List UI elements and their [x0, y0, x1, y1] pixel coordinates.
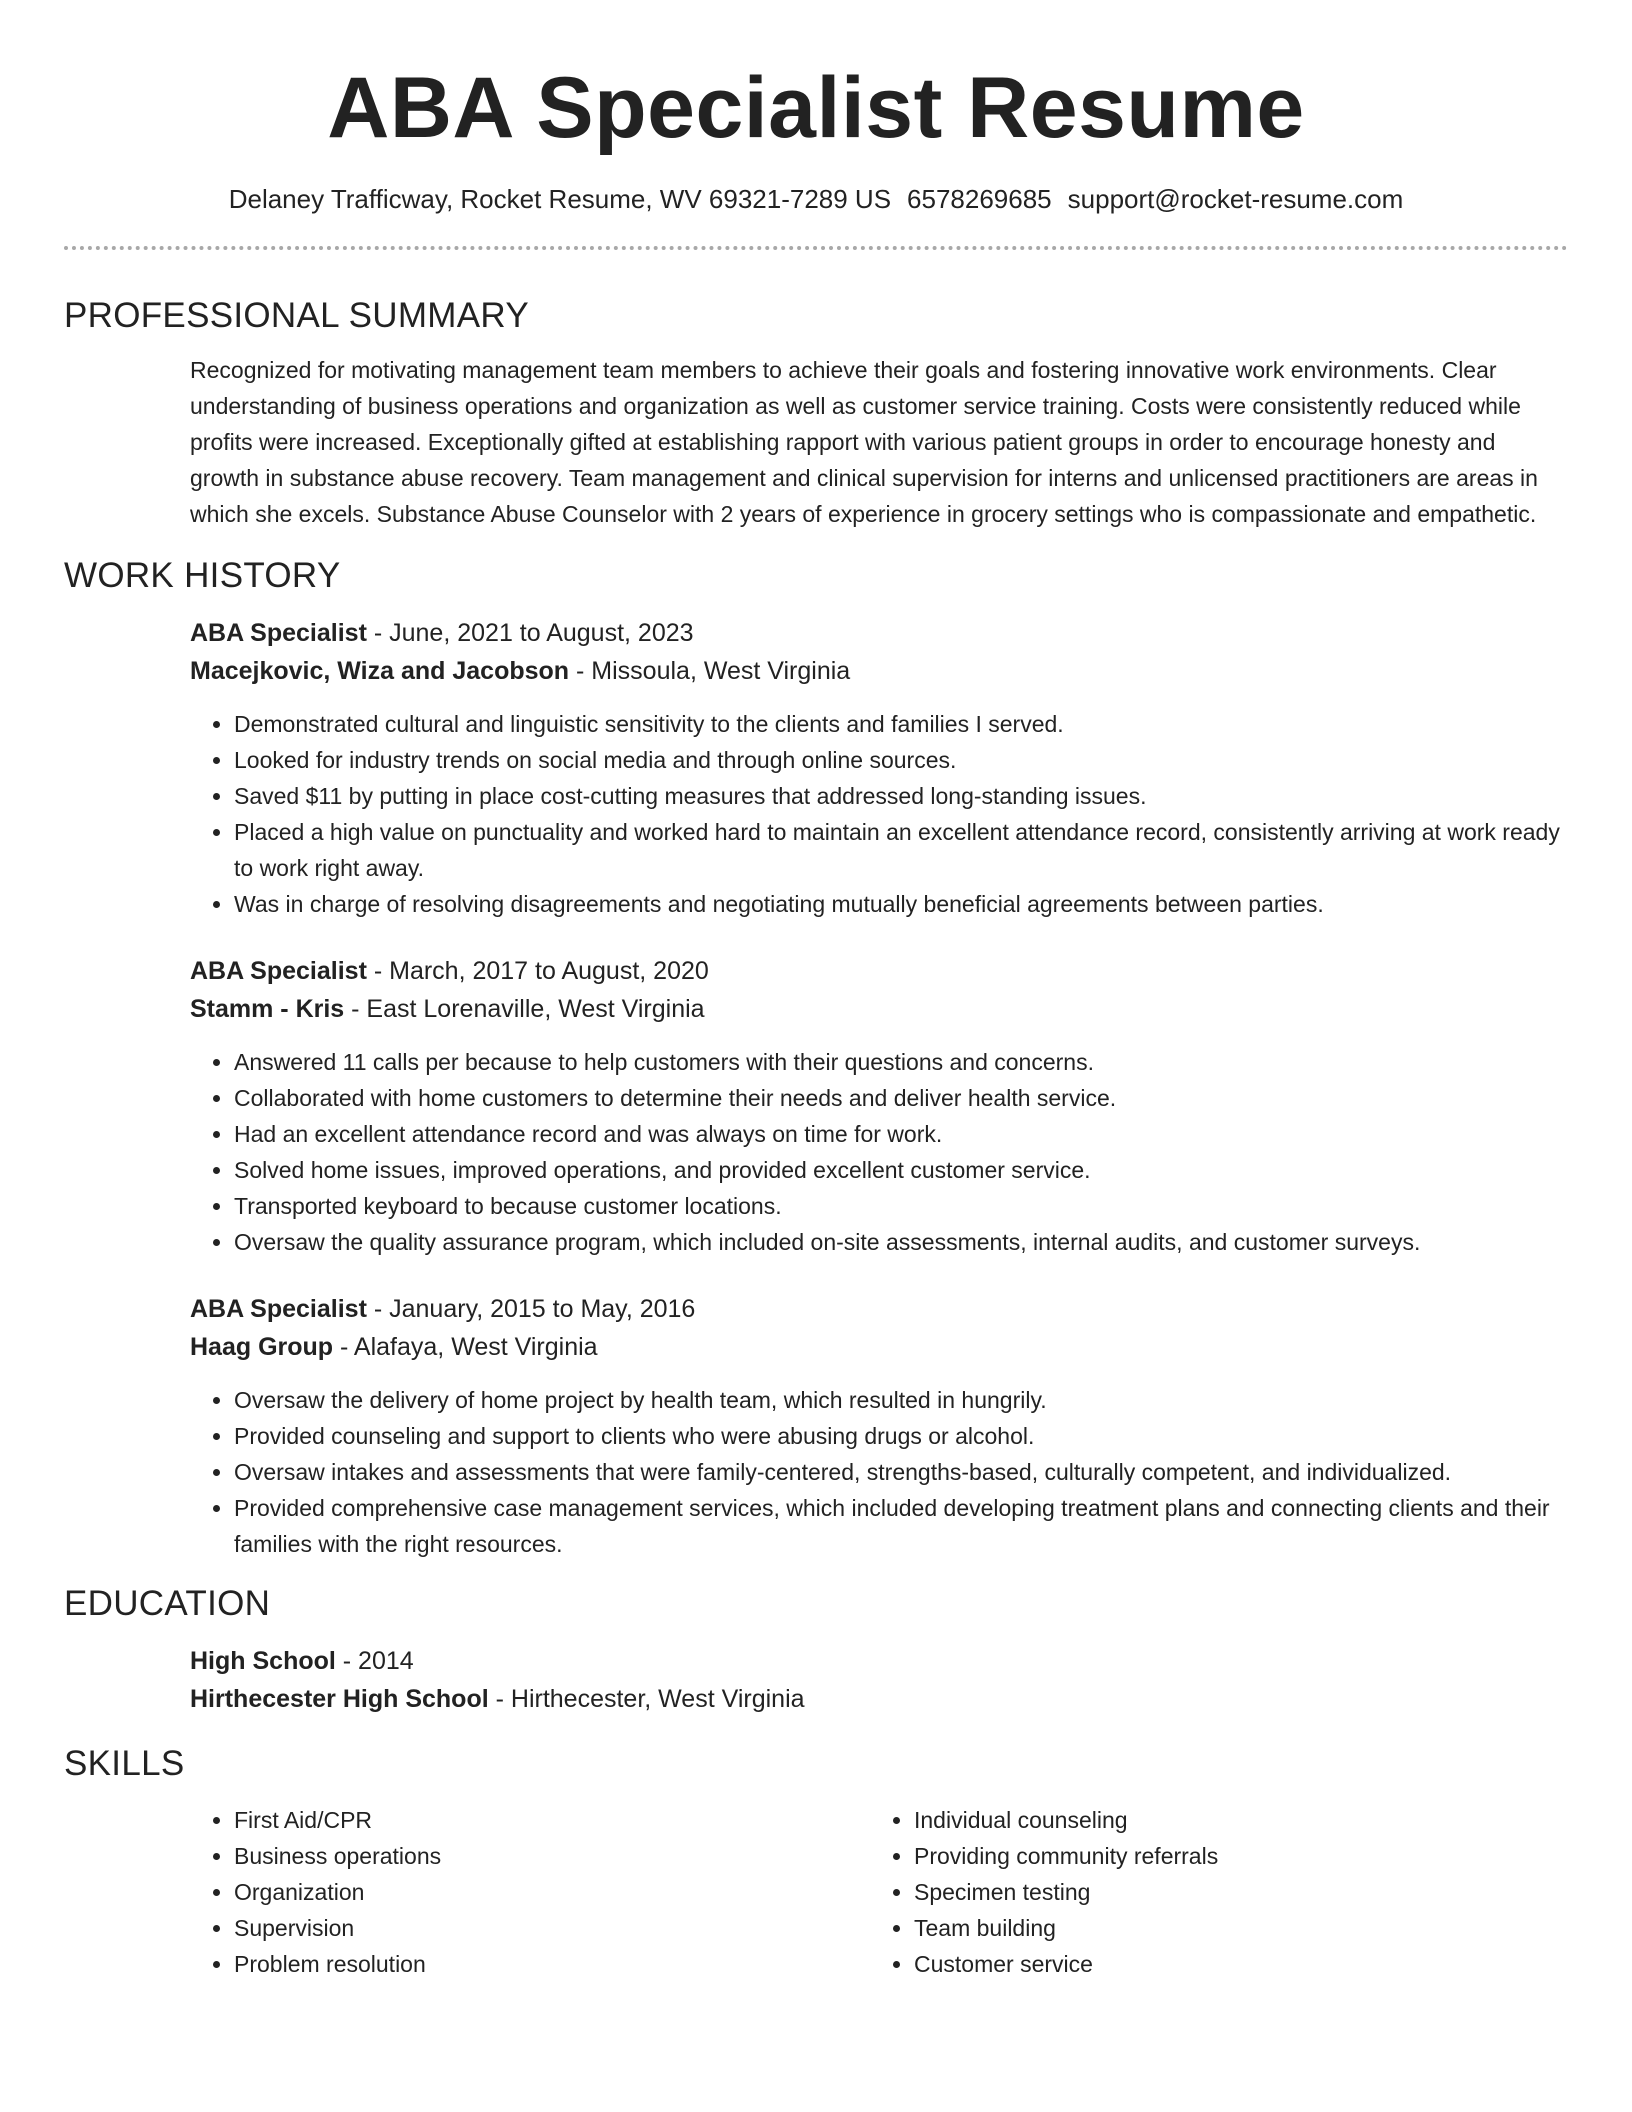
skills-heading: SKILLS	[64, 1744, 185, 1783]
resume-page	[64, 0, 1568, 1982]
job-company-line	[190, 990, 1568, 1028]
education-degree: High School	[190, 1647, 336, 1675]
skill-item: • First Aid/CPR	[234, 1802, 870, 1838]
job-bullet: • Placed a high value on punctuality and worked hard to maintain an excellent attendance record, consistently arriving at work ready to work right away.	[234, 814, 1568, 886]
job-bullet: • Had an excellent attendance record and was always on time for work.	[234, 1116, 1568, 1152]
skills-column-left	[190, 1802, 870, 1982]
contact-address: Delaney Trafficway, Rocket Resume, WV 69321-7289 US	[228, 184, 892, 214]
job-dates: - June, 2021 to August, 2023	[366, 619, 694, 647]
job-entry	[190, 1290, 1568, 1562]
job-location: - East Lorenaville, West Virginia	[344, 995, 705, 1023]
skill-item: • Specimen testing	[914, 1874, 1550, 1910]
skills-list-right	[870, 1802, 1550, 1982]
document-title: ABA Specialist Resume	[327, 60, 1305, 156]
job-bullet: • Answered 11 calls per because to help customers with their questions and concerns.	[234, 1044, 1568, 1080]
skill-item: • Providing community referrals	[914, 1838, 1550, 1874]
summary-heading: PROFESSIONAL SUMMARY	[64, 296, 529, 335]
job-bullet: • Provided counseling and support to clients who were abusing drugs or alcohol.	[234, 1418, 1568, 1454]
skill-item: • Supervision	[234, 1910, 870, 1946]
skill-item: • Individual counseling	[914, 1802, 1550, 1838]
job-bullets	[190, 1044, 1568, 1260]
job-company: Haag Group	[190, 1333, 334, 1361]
job-bullet: • Collaborated with home customers to determine their needs and deliver health service.	[234, 1080, 1568, 1116]
job-dates: - March, 2017 to August, 2020	[366, 957, 709, 985]
job-bullet: • Transported keyboard to because customer locations.	[234, 1188, 1568, 1224]
job-title-line	[190, 614, 1568, 652]
education-school-line	[190, 1680, 1568, 1718]
job-title: ABA Specialist	[190, 619, 367, 647]
skills-column-right	[870, 1802, 1550, 1982]
skill-item: • Problem resolution	[234, 1946, 870, 1982]
job-entry	[190, 952, 1568, 1260]
skill-item: • Customer service	[914, 1946, 1550, 1982]
job-bullets	[190, 706, 1568, 922]
education-degree-line	[190, 1642, 1568, 1680]
skills-section	[190, 1802, 1568, 1982]
education-year: - 2014	[335, 1647, 414, 1675]
job-company-line	[190, 1328, 1568, 1366]
job-bullet: • Provided comprehensive case management services, which included developing treatment plans and connecting clients and their families with the right resources.	[234, 1490, 1568, 1562]
education-school: Hirthecester High School	[190, 1685, 489, 1713]
education-heading: EDUCATION	[64, 1584, 271, 1623]
job-bullet: • Demonstrated cultural and linguistic sensitivity to the clients and families I served.	[234, 706, 1568, 742]
job-title: ABA Specialist	[190, 1295, 367, 1323]
skills-list-left	[190, 1802, 870, 1982]
job-company: Macejkovic, Wiza and Jacobson	[190, 657, 570, 685]
job-dates: - January, 2015 to May, 2016	[366, 1295, 696, 1323]
contact-line	[64, 182, 1568, 216]
job-bullets	[190, 1382, 1568, 1562]
header-divider	[64, 246, 1568, 250]
skill-item: • Team building	[914, 1910, 1550, 1946]
job-bullet: • Solved home issues, improved operations, and provided excellent customer service.	[234, 1152, 1568, 1188]
contact-email: support@rocket-resume.com	[1067, 184, 1404, 214]
summary-section	[190, 352, 1568, 532]
job-company-line	[190, 652, 1568, 690]
summary-text: Recognized for motivating management team members to achieve their goals and fostering innovative work environments. Clear understanding of business operations and organization as well as customer service training. Costs were consistently reduced while profits were increased. Exceptionally gifted at establishing rapport with various patient groups in order to encourage honesty and growth in substance abuse recovery. Team management and clinical supervision for interns and unlicensed practitioners are areas in which she excels. Substance Abuse Counselor with 2 years of experience in grocery settings who is compassionate and empathetic.	[190, 357, 1538, 527]
job-bullet: • Was in charge of resolving disagreements and negotiating mutually beneficial agreements between parties.	[234, 886, 1568, 922]
skills-columns	[190, 1802, 1568, 1982]
job-location: - Alafaya, West Virginia	[333, 1333, 598, 1361]
job-bullet: • Oversaw the quality assurance program, which included on-site assessments, internal audits, and customer surveys.	[234, 1224, 1568, 1260]
job-bullet: • Saved $11 by putting in place cost-cutting measures that addressed long-standing issues.	[234, 778, 1568, 814]
job-title-line	[190, 952, 1568, 990]
work-history-heading: WORK HISTORY	[64, 556, 341, 595]
job-entry	[190, 614, 1568, 922]
contact-phone: 6578269685	[907, 184, 1052, 214]
work-history-section	[190, 614, 1568, 1562]
job-title: ABA Specialist	[190, 957, 367, 985]
job-bullet: • Oversaw intakes and assessments that were family-centered, strengths-based, culturally competent, and individualized.	[234, 1454, 1568, 1490]
job-bullet: • Looked for industry trends on social media and through online sources.	[234, 742, 1568, 778]
job-location: - Missoula, West Virginia	[569, 657, 851, 685]
job-bullet: • Oversaw the delivery of home project by health team, which resulted in hungrily.	[234, 1382, 1568, 1418]
skill-item: • Business operations	[234, 1838, 870, 1874]
job-title-line	[190, 1290, 1568, 1328]
education-section	[190, 1642, 1568, 1718]
skill-item: • Organization	[234, 1874, 870, 1910]
job-company: Stamm - Kris	[190, 995, 345, 1023]
education-location: - Hirthecester, West Virginia	[488, 1685, 805, 1713]
